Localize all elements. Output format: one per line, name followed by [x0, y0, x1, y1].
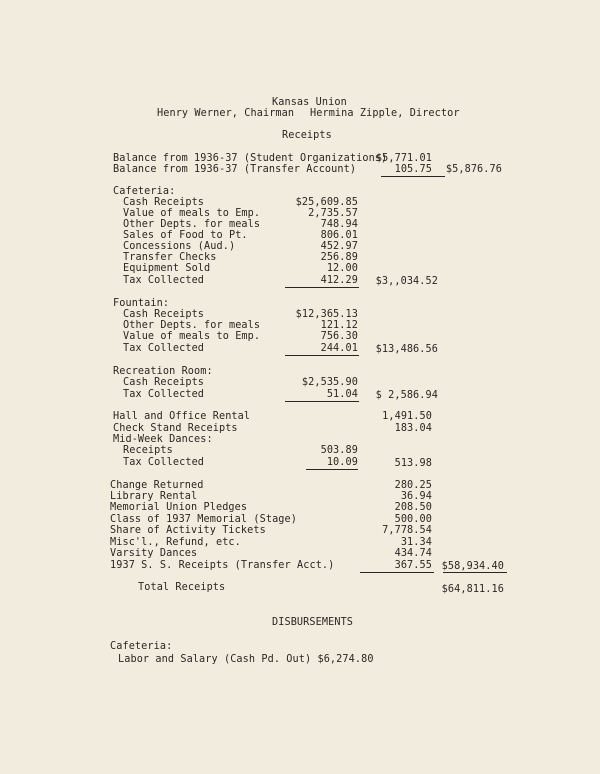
- recreation-heading: Recreation Room:: [113, 366, 213, 377]
- other-receipt-label: Memorial Union Pledges: [110, 502, 248, 513]
- cafeteria-item-label: Sales of Food to Pt.: [123, 230, 248, 241]
- cafeteria-item-label: Other Depts. for meals: [123, 219, 261, 230]
- other-receipt-amount: 500.00: [394, 514, 432, 525]
- midweek-item-label: Receipts: [123, 445, 173, 456]
- other-receipt-label: Share of Activity Tickets: [110, 525, 266, 536]
- balance-line-1-amount: $5,771.01: [375, 153, 432, 164]
- check-stand-amount: 183.04: [394, 423, 432, 434]
- fountain-total: $13,486.56: [375, 344, 438, 355]
- chairman-line: Henry Werner, Chairman: [157, 108, 295, 119]
- cafeteria-item-amount: 256.89: [320, 252, 358, 263]
- cafeteria-item-label: Equipment Sold: [123, 263, 211, 274]
- cafeteria-item-label: Transfer Checks: [123, 252, 217, 263]
- recreation-total: $ 2,586.94: [375, 390, 438, 401]
- cafeteria-item-label: Tax Collected: [123, 275, 205, 286]
- director-line: Hermina Zipple, Director: [310, 108, 460, 119]
- balance-total: $5,876.76: [445, 164, 502, 175]
- recreation-item-amount: 51.04: [326, 389, 358, 400]
- balance-line-1-label: Balance from 1936-37 (Student Organizations): [113, 153, 388, 164]
- balance-underline: [381, 176, 445, 177]
- disbursements-cafeteria-heading: Cafeteria:: [110, 641, 173, 652]
- hall-rental-label: Hall and Office Rental: [113, 411, 251, 422]
- fountain-item-amount: 121.12: [320, 320, 358, 331]
- other-receipt-label: Misc'l., Refund, etc.: [110, 537, 241, 548]
- recreation-item-amount: $2,535.90: [301, 377, 358, 388]
- fountain-item-amount: 756.30: [320, 331, 358, 342]
- balance-line-2-label: Balance from 1936-37 (Transfer Account): [113, 164, 357, 175]
- disbursements-heading: DISBURSEMENTS: [272, 617, 354, 628]
- cafeteria-item-amount: 806.01: [320, 230, 358, 241]
- fountain-item-label: Tax Collected: [123, 343, 205, 354]
- cafeteria-item-label: Value of meals to Emp.: [123, 208, 261, 219]
- total-receipts-label: Total Receipts: [138, 582, 226, 593]
- midweek-item-amount: 503.89: [320, 445, 358, 456]
- recreation-item-label: Cash Receipts: [123, 377, 205, 388]
- fountain-item-amount: 244.01: [320, 343, 358, 354]
- labor-salary-line: Labor and Salary (Cash Pd. Out) $6,274.80: [118, 654, 374, 665]
- other-receipts-total: $58,934.40: [441, 561, 504, 572]
- fountain-item-label: Cash Receipts: [123, 309, 205, 320]
- cafeteria-heading: Cafeteria:: [113, 186, 176, 197]
- cafeteria-underline: [285, 287, 359, 288]
- cafeteria-total: $3,,034.52: [375, 276, 438, 287]
- recreation-item-label: Tax Collected: [123, 389, 205, 400]
- other-receipt-amount: 367.55: [394, 560, 432, 571]
- midweek-total: 513.98: [394, 458, 432, 469]
- balance-line-2-amount: 105.75: [394, 164, 432, 175]
- receipts-heading: Receipts: [282, 130, 332, 141]
- cafeteria-item-amount: 412.29: [320, 275, 358, 286]
- cafeteria-item-amount: $25,609.85: [295, 197, 358, 208]
- midweek-heading: Mid-Week Dances:: [113, 434, 213, 445]
- other-receipt-label: Change Returned: [110, 480, 204, 491]
- total-receipts-amount: $64,811.16: [441, 584, 504, 595]
- other-receipt-label: Varsity Dances: [110, 548, 198, 559]
- other-receipt-label: 1937 S. S. Receipts (Transfer Acct.): [110, 560, 335, 571]
- fountain-item-label: Other Depts. for meals: [123, 320, 261, 331]
- other-receipt-label: Class of 1937 Memorial (Stage): [110, 514, 298, 525]
- org-title: Kansas Union: [272, 97, 347, 108]
- cafeteria-item-label: Concessions (Aud.): [123, 241, 236, 252]
- other-receipt-amount: 36.94: [400, 491, 432, 502]
- other-receipt-amount: 280.25: [394, 480, 432, 491]
- hall-rental-amount: 1,491.50: [382, 411, 432, 422]
- cafeteria-item-amount: 12.00: [326, 263, 358, 274]
- recreation-underline: [285, 401, 359, 402]
- fountain-item-label: Value of meals to Emp.: [123, 331, 261, 342]
- midweek-underline: [306, 469, 358, 470]
- fountain-underline: [285, 355, 359, 356]
- check-stand-label: Check Stand Receipts: [113, 423, 238, 434]
- cafeteria-item-amount: 748.94: [320, 219, 358, 230]
- other-receipt-amount: 208.50: [394, 502, 432, 513]
- other-receipt-amount: 7,778.54: [382, 525, 432, 536]
- cafeteria-item-amount: 2,735.57: [308, 208, 358, 219]
- other-receipt-amount: 434.74: [394, 548, 432, 559]
- cafeteria-item-label: Cash Receipts: [123, 197, 205, 208]
- fountain-heading: Fountain:: [113, 298, 170, 309]
- other-receipts-underline: [360, 572, 434, 573]
- other-receipt-label: Library Rental: [110, 491, 198, 502]
- other-receipt-amount: 31.34: [400, 537, 432, 548]
- midweek-item-amount: 10.09: [326, 457, 358, 468]
- fountain-item-amount: $12,365.13: [295, 309, 358, 320]
- cafeteria-item-amount: 452.97: [320, 241, 358, 252]
- grand-column-underline: [443, 572, 507, 573]
- midweek-item-label: Tax Collected: [123, 457, 205, 468]
